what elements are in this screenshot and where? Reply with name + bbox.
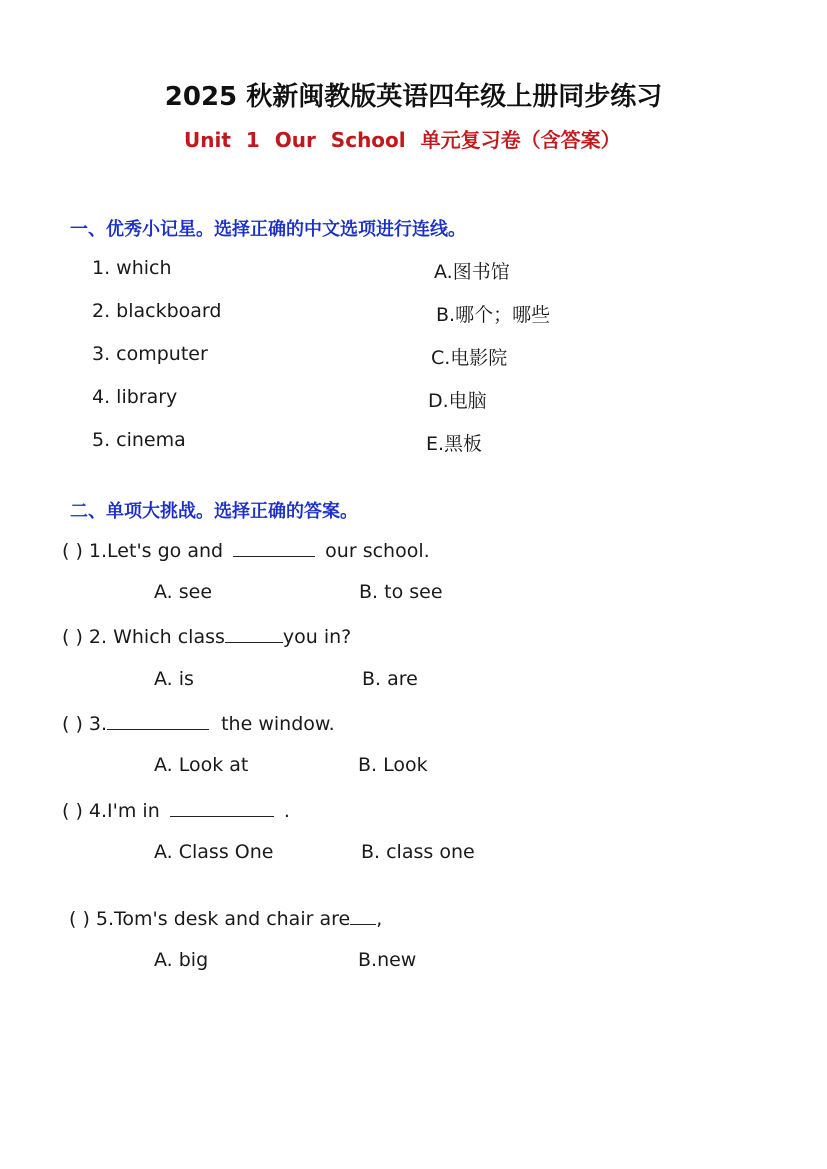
match-left-5: 5. cinema (92, 429, 186, 451)
question-4-text-end: . (283, 800, 290, 822)
question-3 (62, 711, 335, 735)
question-4-option-a: A. Class One (154, 841, 274, 863)
question-1-text-end: our school. (325, 540, 430, 562)
question-3-option-b: B. Look (358, 754, 428, 776)
question-5 (69, 906, 382, 930)
question-4-option-b: B. class one (361, 841, 475, 863)
question-2 (62, 624, 351, 648)
answer-paren: ( ) (62, 713, 83, 735)
match-right-e: E.黑板 (426, 433, 483, 455)
answer-paren: ( ) (62, 540, 83, 562)
match-left-2: 2. blackboard (92, 300, 222, 322)
question-2-text-end: you in? (282, 626, 352, 648)
question-4 (62, 798, 290, 822)
question-1-option-b: B. to see (359, 581, 443, 603)
question-3-text: 3. (88, 713, 108, 735)
question-2-text: 2. Which class (88, 626, 225, 648)
question-5-text: 5.Tom's desk and chair are (95, 908, 351, 930)
answer-blank (107, 711, 209, 730)
answer-blank (233, 538, 315, 557)
match-right-d: D.电脑 (428, 390, 487, 412)
answer-blank (170, 798, 274, 817)
answer-blank (350, 906, 376, 925)
question-2-option-b: B. are (362, 668, 418, 690)
match-left-4: 4. library (92, 386, 178, 408)
question-1-text: 1.Let's go and (88, 540, 224, 562)
page-subtitle: Unit 1 Our School 单元复习卷（含答案） (184, 128, 621, 152)
question-5-text-end: , (376, 908, 383, 930)
answer-blank (225, 624, 283, 643)
section2-heading: 二、单项大挑战。选择正确的答案。 (70, 501, 358, 522)
page-title: 2025 秋新闽教版英语四年级上册同步练习 (164, 82, 663, 112)
question-4-text: 4.I'm in (88, 800, 160, 822)
match-right-a: A.图书馆 (434, 261, 510, 283)
question-1 (62, 538, 430, 562)
answer-paren: ( ) (62, 800, 83, 822)
answer-paren: ( ) (62, 626, 83, 648)
question-1-option-a: A. see (154, 581, 213, 603)
question-3-text-end: the window. (221, 713, 335, 735)
match-right-b: B.哪个；哪些 (436, 304, 551, 326)
match-left-3: 3. computer (92, 343, 208, 365)
question-5-option-a: A. big (154, 949, 209, 971)
section1-heading: 一、优秀小记星。选择正确的中文选项进行连线。 (70, 219, 466, 240)
question-3-option-a: A. Look at (154, 754, 249, 776)
answer-paren: ( ) (69, 908, 90, 930)
match-left-1: 1. which (92, 257, 172, 279)
question-2-option-a: A. is (154, 668, 194, 690)
question-5-option-b: B.new (358, 949, 417, 971)
match-right-c: C.电影院 (431, 347, 508, 369)
